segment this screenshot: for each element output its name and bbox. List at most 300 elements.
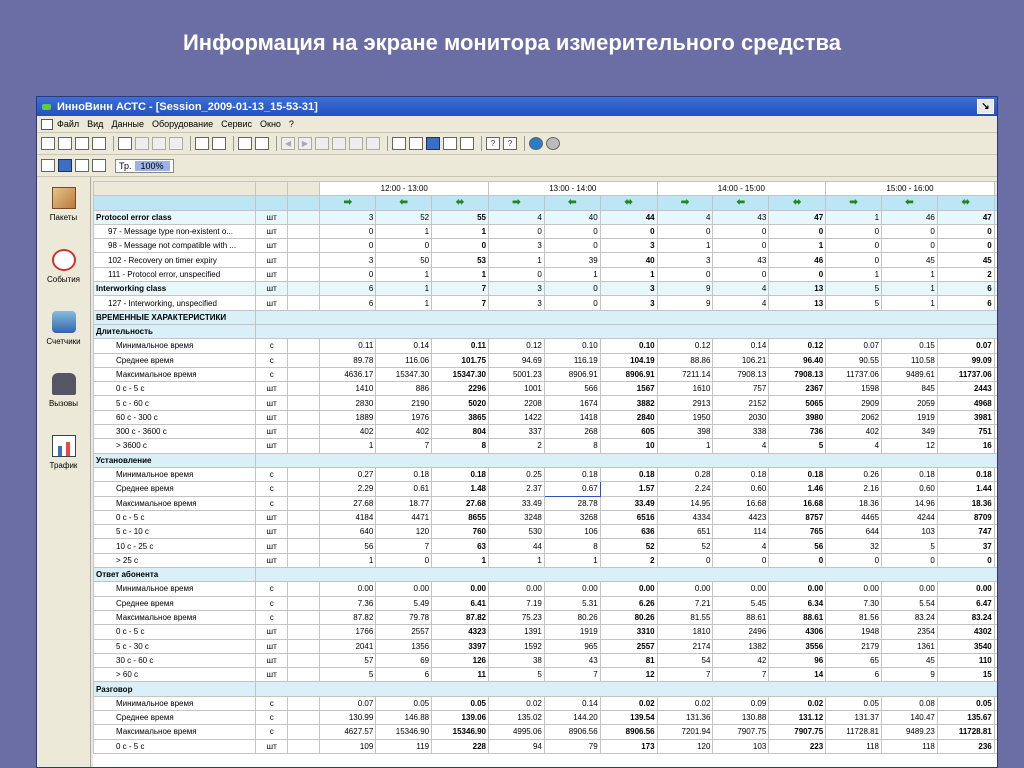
table-cell[interactable]: 52 (657, 539, 713, 553)
table-cell[interactable]: 57 (320, 653, 376, 667)
table-cell[interactable]: 173 (600, 739, 657, 753)
table-cell[interactable]: 0.00 (937, 582, 994, 596)
table-cell[interactable]: 0 (882, 553, 938, 567)
table-cell[interactable]: 80.26 (544, 610, 600, 624)
table-row[interactable] (94, 425, 998, 439)
table-cell[interactable]: 2830 (320, 396, 376, 410)
table-cell[interactable]: 38 (489, 653, 545, 667)
table-cell[interactable]: 9 (882, 668, 938, 682)
table-cell[interactable]: 6516 (600, 510, 657, 524)
table-cell[interactable]: 1 (320, 553, 376, 567)
table-cell[interactable]: 1 (544, 267, 600, 281)
table-cell[interactable]: 2.16 (826, 482, 882, 496)
table-cell[interactable]: 0 (882, 239, 938, 253)
phone-icon[interactable] (92, 159, 106, 172)
table-cell[interactable]: 18.36 (937, 496, 994, 510)
table-cell[interactable]: 7 (657, 668, 713, 682)
table-row[interactable] (94, 696, 998, 710)
table-cell[interactable]: 7907.75 (713, 725, 769, 739)
table-cell[interactable]: 4 (713, 296, 769, 310)
table-row[interactable] (94, 653, 998, 667)
table-cell[interactable]: 126 (432, 653, 489, 667)
table-cell[interactable]: 131.37 (826, 710, 882, 724)
table-cell[interactable]: 1919 (544, 625, 600, 639)
table-cell[interactable]: 8906.56 (544, 725, 600, 739)
class-row[interactable] (94, 210, 998, 224)
section-row[interactable] (94, 310, 998, 324)
table-cell[interactable]: 27.68 (320, 496, 376, 510)
table-cell[interactable]: 4471 (376, 510, 432, 524)
table-cell[interactable]: 135.67 (937, 710, 994, 724)
table-cell[interactable]: 0.08 (882, 696, 938, 710)
menu-file[interactable]: Файл (57, 119, 80, 129)
table-cell[interactable]: 1 (376, 296, 432, 310)
table-cell[interactable]: 0.02 (600, 696, 657, 710)
table-cell[interactable]: 8757 (769, 510, 826, 524)
table-cell[interactable]: 7.30 (826, 596, 882, 610)
table-cell[interactable]: 0.15 (882, 339, 938, 353)
table-cell[interactable]: 605 (600, 425, 657, 439)
table-cell[interactable]: 4 (657, 210, 713, 224)
table-cell[interactable]: 3268 (544, 510, 600, 524)
table-cell[interactable]: 79 (544, 739, 600, 753)
table-cell[interactable]: 0.18 (432, 467, 489, 481)
table-cell[interactable]: 3 (489, 239, 545, 253)
table-cell[interactable]: 402 (376, 425, 432, 439)
table-cell[interactable]: 0.18 (713, 467, 769, 481)
section-row[interactable] (94, 682, 998, 696)
table-cell[interactable]: 4244 (882, 510, 938, 524)
class-row[interactable] (94, 282, 998, 296)
table-cell[interactable]: 131.36 (657, 710, 713, 724)
table-cell[interactable]: 0.00 (713, 582, 769, 596)
table-cell[interactable]: 63 (432, 539, 489, 553)
table-cell[interactable]: 0.27 (320, 467, 376, 481)
table-cell[interactable]: 14 (769, 668, 826, 682)
table-cell[interactable]: 16 (937, 439, 994, 453)
table-cell[interactable]: 106 (544, 525, 600, 539)
table-cell[interactable]: 2.24 (657, 482, 713, 496)
table-cell[interactable]: 7 (432, 296, 489, 310)
table-cell[interactable]: 14.95 (657, 496, 713, 510)
table-cell[interactable]: 45 (882, 253, 938, 267)
chart-icon[interactable] (169, 137, 183, 150)
table-cell[interactable]: 110.58 (882, 353, 938, 367)
table-cell[interactable]: 135.02 (489, 710, 545, 724)
table-cell[interactable]: 9 (657, 296, 713, 310)
table-cell[interactable]: 2062 (826, 410, 882, 424)
table-cell[interactable]: 3 (657, 253, 713, 267)
table-cell[interactable]: 5001.23 (489, 367, 545, 381)
table-cell[interactable]: 0 (489, 224, 545, 238)
table-cell[interactable]: 566 (544, 382, 600, 396)
table-cell[interactable]: 1 (826, 267, 882, 281)
table-cell[interactable]: 16.68 (713, 496, 769, 510)
table-cell[interactable]: 27.68 (432, 496, 489, 510)
table-cell[interactable]: 0 (937, 224, 994, 238)
table-cell[interactable]: 0.18 (769, 467, 826, 481)
table-cell[interactable]: 636 (600, 525, 657, 539)
table-row[interactable] (94, 382, 998, 396)
window-tile-v-icon[interactable] (460, 137, 474, 150)
table-row[interactable] (94, 639, 998, 653)
table-cell[interactable]: 644 (826, 525, 882, 539)
table-row[interactable] (94, 439, 998, 453)
table-row[interactable] (94, 739, 998, 753)
table-row[interactable] (94, 553, 998, 567)
table-cell[interactable]: 2 (489, 439, 545, 453)
table-cell[interactable]: 103 (713, 739, 769, 753)
table-cell[interactable]: 32 (826, 539, 882, 553)
properties-icon[interactable] (255, 137, 269, 150)
table-cell[interactable]: 0.05 (826, 696, 882, 710)
table-cell[interactable]: 7211.14 (657, 367, 713, 381)
table-cell[interactable]: 4 (713, 439, 769, 453)
table-cell[interactable]: 0.05 (432, 696, 489, 710)
arrow-left-icon[interactable]: ◀ (281, 137, 295, 150)
table-cell[interactable]: 1919 (882, 410, 938, 424)
table-cell[interactable]: 6 (320, 296, 376, 310)
table-cell[interactable]: 52 (600, 539, 657, 553)
table-cell[interactable]: 6.26 (600, 596, 657, 610)
table-cell[interactable]: 1 (769, 239, 826, 253)
table-cell[interactable]: 0.02 (769, 696, 826, 710)
table-cell[interactable]: 965 (544, 639, 600, 653)
table-cell[interactable]: 0 (937, 239, 994, 253)
table-cell[interactable]: 1422 (489, 410, 545, 424)
print-preview-icon[interactable] (409, 137, 423, 150)
table-cell[interactable]: 0 (826, 239, 882, 253)
table-cell[interactable]: 3 (320, 210, 376, 224)
table-cell[interactable]: 0 (769, 224, 826, 238)
table-row[interactable] (94, 725, 998, 739)
table-row[interactable] (94, 467, 998, 481)
table-cell[interactable]: 120 (376, 525, 432, 539)
copy-icon[interactable] (349, 137, 363, 150)
table-cell[interactable]: 651 (657, 525, 713, 539)
table-cell[interactable]: 3980 (769, 410, 826, 424)
filter-icon[interactable] (118, 137, 132, 150)
table-row[interactable] (94, 410, 998, 424)
table-cell[interactable]: 0 (713, 239, 769, 253)
table-cell[interactable]: 7201.94 (657, 725, 713, 739)
table-cell[interactable]: 4995.06 (489, 725, 545, 739)
table-cell[interactable]: 96.40 (769, 353, 826, 367)
table-cell[interactable]: 804 (432, 425, 489, 439)
table-cell[interactable]: 0 (600, 224, 657, 238)
table-cell[interactable]: 2059 (882, 396, 938, 410)
table-cell[interactable]: 81.55 (657, 610, 713, 624)
table-cell[interactable]: 0.00 (544, 582, 600, 596)
table-cell[interactable]: 11728.81 (826, 725, 882, 739)
table-cell[interactable]: 4 (826, 439, 882, 453)
table-cell[interactable]: 8906.91 (544, 367, 600, 381)
table-cell[interactable]: 236 (937, 739, 994, 753)
table-cell[interactable]: 40 (544, 210, 600, 224)
table-cell[interactable]: 90.55 (826, 353, 882, 367)
table-cell[interactable]: 7907.75 (769, 725, 826, 739)
table-cell[interactable]: 56 (320, 539, 376, 553)
table-cell[interactable]: 760 (432, 525, 489, 539)
table-cell[interactable]: 40 (600, 253, 657, 267)
table-cell[interactable]: 1567 (600, 382, 657, 396)
table-cell[interactable]: 338 (713, 425, 769, 439)
table-cell[interactable]: 2 (937, 267, 994, 281)
table-cell[interactable]: 109 (320, 739, 376, 753)
table-cell[interactable]: 4 (713, 282, 769, 296)
table-cell[interactable]: 4302 (937, 625, 994, 639)
table-cell[interactable]: 50 (376, 253, 432, 267)
table-cell[interactable]: 0.12 (489, 339, 545, 353)
table-cell[interactable]: 0.60 (882, 482, 938, 496)
table-cell[interactable]: 3 (489, 282, 545, 296)
table-cell[interactable]: 11737.06 (826, 367, 882, 381)
table-cell[interactable]: 0 (320, 224, 376, 238)
window-titlebar[interactable] (37, 97, 997, 116)
sidebar-item-packets[interactable] (37, 177, 90, 239)
table-cell[interactable]: 4306 (769, 625, 826, 639)
table-cell[interactable]: 8655 (432, 510, 489, 524)
table-cell[interactable]: 144.20 (544, 710, 600, 724)
table-cell[interactable]: 103 (882, 525, 938, 539)
paste-icon[interactable] (366, 137, 380, 150)
table-cell[interactable]: 0.14 (376, 339, 432, 353)
table-row[interactable] (94, 539, 998, 553)
table-cell[interactable]: 43 (713, 210, 769, 224)
table-cell[interactable]: 15347.30 (376, 367, 432, 381)
table-cell[interactable]: 1889 (320, 410, 376, 424)
table-cell[interactable]: 1382 (713, 639, 769, 653)
table-cell[interactable]: 1.57 (600, 482, 657, 496)
table-cell[interactable]: 2913 (657, 396, 713, 410)
table-cell[interactable]: 11737.06 (937, 367, 994, 381)
save-icon[interactable] (92, 137, 106, 150)
table-cell[interactable]: 2041 (320, 639, 376, 653)
table-cell[interactable]: 2367 (769, 382, 826, 396)
table-cell[interactable]: 139.06 (432, 710, 489, 724)
table-cell[interactable]: 0.05 (937, 696, 994, 710)
table-row[interactable] (94, 496, 998, 510)
table-cell[interactable]: 8 (432, 439, 489, 453)
table-cell[interactable]: 55 (432, 210, 489, 224)
table-cell[interactable]: 11728.81 (937, 725, 994, 739)
table-cell[interactable]: 94.69 (489, 353, 545, 367)
table-cell[interactable]: 1 (882, 282, 938, 296)
table-cell[interactable]: 7 (544, 668, 600, 682)
sidebar-item-traffic[interactable] (37, 425, 90, 487)
globe-icon[interactable] (529, 137, 543, 150)
table-cell[interactable]: 54 (657, 653, 713, 667)
table-cell[interactable]: 79.78 (376, 610, 432, 624)
new-doc-icon[interactable] (58, 137, 72, 150)
table-cell[interactable]: 130.88 (713, 710, 769, 724)
table-cell[interactable]: 736 (769, 425, 826, 439)
table-cell[interactable]: 140.47 (882, 710, 938, 724)
table-cell[interactable]: 6.47 (937, 596, 994, 610)
table-cell[interactable]: 5.49 (376, 596, 432, 610)
table-cell[interactable]: 1391 (489, 625, 545, 639)
table-cell[interactable]: 1 (320, 439, 376, 453)
table-cell[interactable]: 116.19 (544, 353, 600, 367)
table-cell[interactable]: 0.28 (657, 467, 713, 481)
table-cell[interactable]: 0.00 (376, 582, 432, 596)
table-cell[interactable]: 87.82 (432, 610, 489, 624)
table-cell[interactable]: 0 (320, 239, 376, 253)
table-cell[interactable]: 0 (376, 553, 432, 567)
table-cell[interactable]: 7 (376, 439, 432, 453)
table-cell[interactable]: 6 (826, 668, 882, 682)
new-icon[interactable] (41, 137, 55, 150)
table-cell[interactable]: 106.21 (713, 353, 769, 367)
menu-help[interactable]: ? (288, 119, 294, 129)
settings-icon[interactable] (238, 137, 252, 150)
table-cell[interactable]: 1.44 (937, 482, 994, 496)
table-cell[interactable]: 4636.17 (320, 367, 376, 381)
table-cell[interactable]: 6.34 (769, 596, 826, 610)
table-cell[interactable]: 44 (489, 539, 545, 553)
table-cell[interactable]: 8709 (937, 510, 994, 524)
table-cell[interactable]: 0.18 (882, 467, 938, 481)
table-cell[interactable]: 402 (826, 425, 882, 439)
table-cell[interactable]: 56 (769, 539, 826, 553)
table-cell[interactable]: 886 (376, 382, 432, 396)
table-cell[interactable]: 131.12 (769, 710, 826, 724)
table-cell[interactable]: 2.37 (489, 482, 545, 496)
table-cell[interactable]: 1361 (882, 639, 938, 653)
table-cell[interactable]: 11 (432, 668, 489, 682)
stop-icon[interactable] (546, 137, 560, 150)
table-cell[interactable]: 0 (544, 296, 600, 310)
table-cell[interactable]: 0.00 (882, 582, 938, 596)
table-cell[interactable]: 1 (826, 210, 882, 224)
table-cell[interactable]: 2030 (713, 410, 769, 424)
table-cell[interactable]: 2208 (489, 396, 545, 410)
table-cell[interactable]: 1976 (376, 410, 432, 424)
table-cell[interactable]: 1356 (376, 639, 432, 653)
connect-icon[interactable] (41, 159, 55, 172)
table-cell[interactable]: 3540 (937, 639, 994, 653)
table-cell[interactable]: 0 (657, 267, 713, 281)
table-cell[interactable]: 104.19 (600, 353, 657, 367)
table-cell[interactable]: 2840 (600, 410, 657, 424)
table-cell[interactable]: 765 (769, 525, 826, 539)
table-cell[interactable]: 4 (489, 210, 545, 224)
table-cell[interactable]: 88.61 (713, 610, 769, 624)
table-cell[interactable]: 0 (713, 224, 769, 238)
table-cell[interactable]: 1 (376, 224, 432, 238)
table-cell[interactable]: 1410 (320, 382, 376, 396)
zoom-control[interactable] (115, 159, 174, 173)
table-row[interactable] (94, 582, 998, 596)
table-cell[interactable]: 47 (769, 210, 826, 224)
table-cell[interactable]: 223 (769, 739, 826, 753)
table-cell[interactable]: 5.54 (882, 596, 938, 610)
table-cell[interactable]: 81.56 (826, 610, 882, 624)
table-cell[interactable]: 3882 (600, 396, 657, 410)
table-cell[interactable]: 0.10 (600, 339, 657, 353)
table-cell[interactable]: 7 (713, 668, 769, 682)
table-cell[interactable]: 5 (769, 439, 826, 453)
table-cell[interactable]: 8906.56 (600, 725, 657, 739)
table-cell[interactable]: 130.99 (320, 710, 376, 724)
table-cell[interactable]: 3 (489, 296, 545, 310)
table-cell[interactable]: 0.02 (657, 696, 713, 710)
table-cell[interactable]: 0.67 (544, 482, 600, 496)
table-cell[interactable]: 2 (600, 553, 657, 567)
menu-equipment[interactable]: Оборудование (151, 119, 214, 129)
table-cell[interactable]: 1 (432, 267, 489, 281)
table-cell[interactable]: 65 (826, 653, 882, 667)
table-row[interactable] (94, 482, 998, 496)
table-cell[interactable]: 0.26 (826, 467, 882, 481)
table-cell[interactable]: 0.18 (937, 467, 994, 481)
table-cell[interactable]: 44 (600, 210, 657, 224)
table-cell[interactable]: 80.26 (600, 610, 657, 624)
table-cell[interactable]: 4184 (320, 510, 376, 524)
table-cell[interactable]: 0.60 (713, 482, 769, 496)
table-cell[interactable]: 7 (376, 539, 432, 553)
table-cell[interactable]: 0.07 (320, 696, 376, 710)
table-cell[interactable]: 0.00 (320, 582, 376, 596)
table-cell[interactable]: 118 (882, 739, 938, 753)
table-cell[interactable]: 1.48 (432, 482, 489, 496)
table-cell[interactable]: 3 (600, 282, 657, 296)
table-cell[interactable]: 0 (544, 239, 600, 253)
table-row[interactable] (94, 353, 998, 367)
table-cell[interactable]: 5.45 (713, 596, 769, 610)
table-cell[interactable]: 5 (826, 296, 882, 310)
table-cell[interactable]: 116.06 (376, 353, 432, 367)
table-cell[interactable]: 99.09 (937, 353, 994, 367)
table-cell[interactable]: 1610 (657, 382, 713, 396)
table-cell[interactable]: 1766 (320, 625, 376, 639)
table-row[interactable] (94, 710, 998, 724)
table-cell[interactable]: 0.00 (432, 582, 489, 596)
table-cell[interactable]: 120 (657, 739, 713, 753)
table-cell[interactable]: 0.11 (432, 339, 489, 353)
table-cell[interactable]: 9 (657, 282, 713, 296)
table-cell[interactable]: 7908.13 (769, 367, 826, 381)
sidebar-item-counters[interactable] (37, 301, 90, 363)
table-cell[interactable]: 42 (713, 653, 769, 667)
table-cell[interactable]: 6.41 (432, 596, 489, 610)
table-cell[interactable]: 0.12 (657, 339, 713, 353)
table-cell[interactable]: 0.11 (320, 339, 376, 353)
table-cell[interactable]: 15346.90 (376, 725, 432, 739)
table-cell[interactable]: 3865 (432, 410, 489, 424)
table-cell[interactable]: 0 (489, 267, 545, 281)
table-cell[interactable]: 88.86 (657, 353, 713, 367)
table-row[interactable] (94, 224, 998, 238)
grid-icon[interactable] (135, 137, 149, 150)
table-cell[interactable]: 0 (544, 224, 600, 238)
table-cell[interactable]: 747 (937, 525, 994, 539)
table-cell[interactable]: 1001 (489, 382, 545, 396)
table-row[interactable] (94, 668, 998, 682)
table-cell[interactable]: 228 (432, 739, 489, 753)
table-cell[interactable]: 6 (937, 282, 994, 296)
table-cell[interactable]: 0.61 (376, 482, 432, 496)
data-grid-container[interactable] (93, 181, 997, 767)
table-cell[interactable]: 13 (769, 282, 826, 296)
section-row[interactable] (94, 453, 998, 467)
table-cell[interactable]: 751 (937, 425, 994, 439)
table-cell[interactable]: 5 (826, 282, 882, 296)
table-cell[interactable]: 12 (600, 668, 657, 682)
table-cell[interactable]: 1810 (657, 625, 713, 639)
table-cell[interactable]: 146.88 (376, 710, 432, 724)
table-cell[interactable]: 15346.90 (432, 725, 489, 739)
